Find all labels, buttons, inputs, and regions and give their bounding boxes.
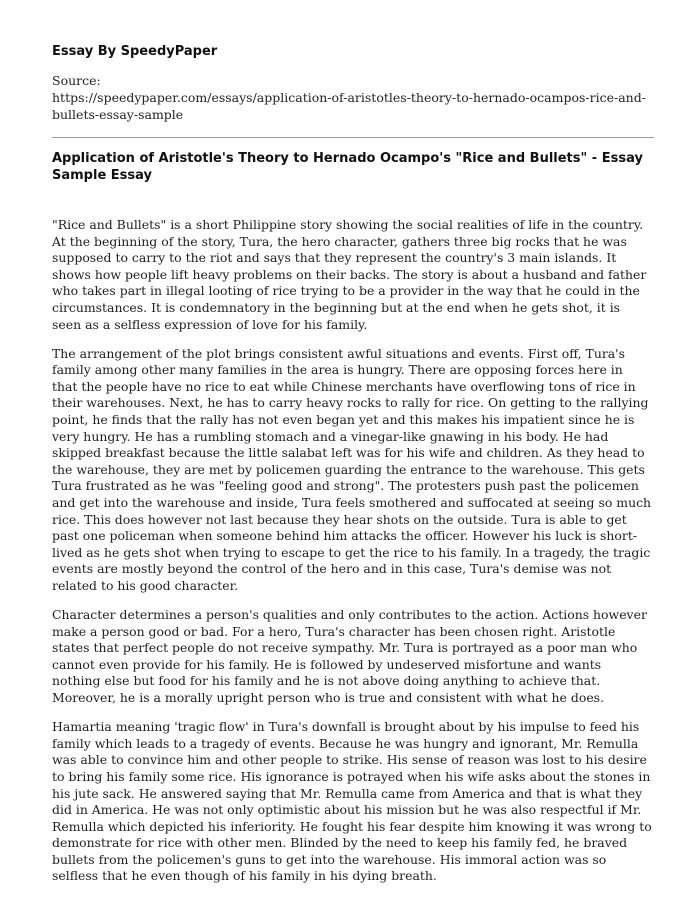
source-url-link[interactable]: https://speedypaper.com/essays/application-of-aristotles-theory-to-hernado-ocampos-rice-and-bullets-essay-sample <box>52 90 646 122</box>
essay-body <box>52 217 652 898</box>
essay-paragraph-4: Hamartia meaning 'tragic flow' in Tura's downfall is brought about by his impulse to feed his family which leads to a tragedy of events. Because he was hungry and ignorant, Mr. Remulla was able to convince him and other people to strike. His sense of reason was lost to his desire to bring his family some rice. His ignorance is potrayed when his wife asks about the stones in his jute sack. He answered saying that Mr. Remulla came from America and that is what they did in America. He was not only optimistic about his mission but he was also respectful if Mr. Remulla which depicted his inferiority. He fought his fear despite him knowing it was wrong to demonstrate for rice with other men. Blinded by the need to keep his family fed, he braved bullets from the policemen's guns to get into the warehouse. His immoral action was so selfless that he even though of his family in his dying breath. <box>52 719 652 884</box>
source-label: Source: <box>52 73 101 88</box>
source-block <box>52 72 652 123</box>
essay-paragraph-1: "Rice and Bullets" is a short Philippine story showing the social realities of life in the country. At the beginning of the story, Tura, the hero character, gathers three big rocks that he was supposed to carry to the riot and says that they represent the country's 3 main islands. It shows how people lift heavy problems on their backs. The story is about a husband and father who takes part in illegal looting of rice trying to be a provider in the way that he could in the circumstances. It is condemnatory in the beginning but at the end when he gets shot, it is seen as a selfless expression of love for his family. <box>52 217 647 332</box>
header-divider <box>52 137 654 138</box>
essay-title: Application of Aristotle's Theory to Hernado Ocampo's "Rice and Bullets" - Essay Sample Essay <box>52 151 643 183</box>
document-header-title: Essay By SpeedyPaper <box>52 44 218 59</box>
essay-paragraph-3: Character determines a person's qualities and only contributes to the action. Actions however make a person good or bad. For a hero, Tura's character has been chosen right. Aristotle states that perfect people do not receive sympathy. Mr. Tura is portrayed as a poor man who cannot even provide for his family. He is followed by undeserved misfortune and wants nothing else but food for his family and he is not above doing anything to achieve that. Moreover, he is a morally upright person who is true and consistent with what he does. <box>52 607 647 706</box>
essay-paragraph-2: The arrangement of the plot brings consistent awful situations and events. First off, Tura's family among other many families in the area is hungry. There are opposing forces here in that the people have no rice to eat while Chinese merchants have overflowing tons of rice in their warehouses. Next, he has to carry heavy rocks to rally for rice. On getting to the rallying point, he finds that the rally has not even began yet and this makes his impatient since he is very hungry. He has a rumbling stomach and a vinegar-like gnawing in his body. He had skipped breakfast because the little salabat left was for his wife and children. As they head to the warehouse, they are met by policemen guarding the entrance to the warehouse. This gets Tura frustrated as he was "feeling good and strong". The protesters push past the policemen and get into the warehouse and inside, Tura feels smothered and suffocated at seeing so much rice. This does however not last because they hear shots on the outside. Tura is able to get past one policeman when someone behind him attacks the officer. However his luck is short-lived as he gets shot when trying to escape to get the rice to his family. In a tragedy, the tragic events are mostly beyond the control of the hero and in this case, Tura's demise was not related to his good character. <box>52 345 652 593</box>
